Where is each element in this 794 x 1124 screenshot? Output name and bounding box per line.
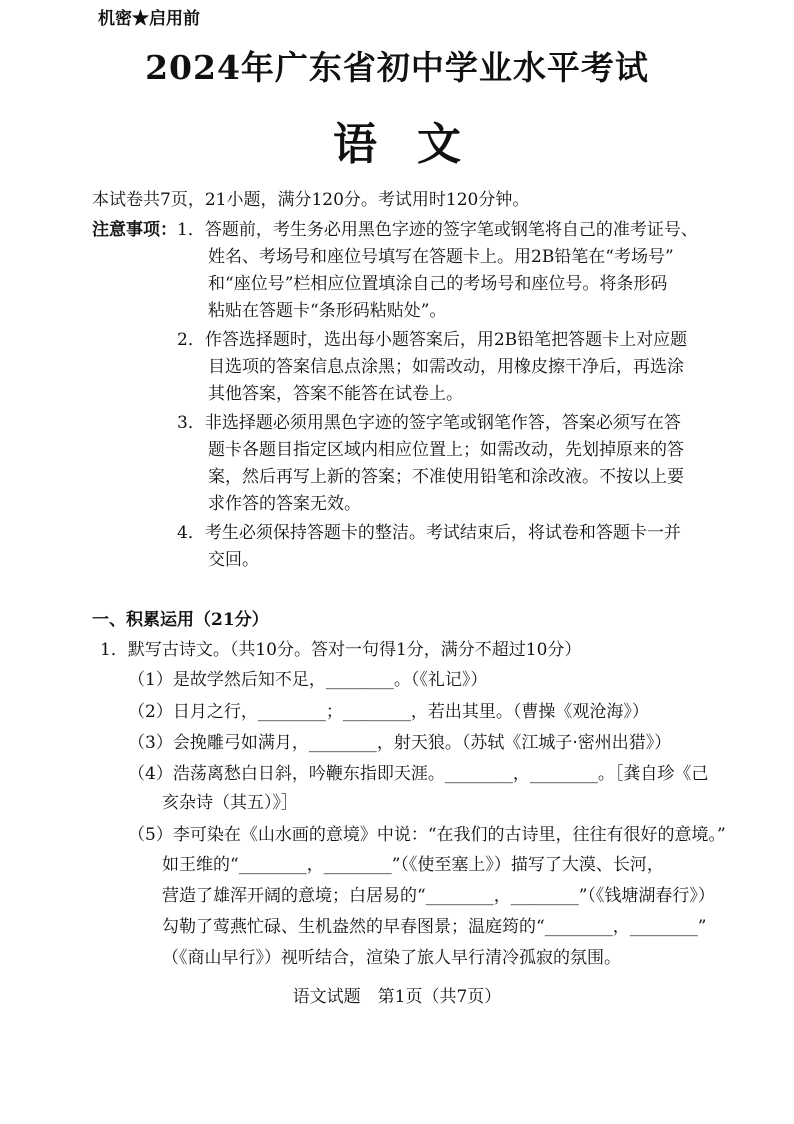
question-item: （2）日月之行，________；________，若出其里。（曹操《观沧海》） xyxy=(128,702,649,722)
question-1-prompt: 1．默写古诗文。（共10分。答对一句得1分，满分不超过10分） xyxy=(100,640,582,660)
notice-line: 其他答案，答案不能答在试卷上。 xyxy=(208,384,463,404)
notice-line: 粘贴在答题卡“条形码粘贴处”。 xyxy=(208,301,447,321)
notice-line: 交回。 xyxy=(208,550,259,570)
notice-line: 3．非选择题必须用黑色字迹的签字笔或钢笔作答，答案必须写在答 xyxy=(177,413,681,433)
question-item: （《商山早行》）视听结合，渲染了旅人早行清冷孤寂的氛围。 xyxy=(162,948,621,968)
notice-label: 注意事项： xyxy=(92,220,177,240)
notice-line: 4．考生必须保持答题卡的整洁。考试结束后，将试卷和答题卡一并 xyxy=(177,523,681,543)
subject-title: 语文 xyxy=(333,119,501,170)
question-item: 营造了雄浑开阔的意境；白居易的“________，________”（《钱塘湖春行》） xyxy=(162,886,715,906)
question-item: 如王维的“________，________”（《使至塞上》）描写了大漠、长河， xyxy=(162,855,664,875)
notice-line: 案，然后再写上新的答案；不准使用铅笔和涂改液。不按以上要 xyxy=(208,467,684,487)
notice-line: 目选项的答案信息点涂黑；如需改动，用橡皮擦干净后，再选涂 xyxy=(208,357,684,377)
notice-line: 姓名、考场号和座位号填写在答题卡上。用2B铅笔在“考场号” xyxy=(208,247,674,267)
notice-line: 题卡各题目指定区域内相应位置上；如需改动，先划掉原来的答 xyxy=(208,440,684,460)
question-item: （3）会挽雕弓如满月，________，射天狼。（苏轼《江城子·密州出猎》） xyxy=(128,733,672,753)
section-heading: 一、积累运用（21分） xyxy=(92,610,269,630)
question-item: （5）李可染在《山水画的意境》中说：“在我们的古诗里，往往有很好的意境。” xyxy=(128,825,726,845)
question-item: （4）浩荡离愁白日斜，吟鞭东指即天涯。________，________。［龚自珍《己 xyxy=(128,764,709,784)
notice-line: 和“座位号”栏相应位置填涂自己的考场号和座位号。将条形码 xyxy=(208,274,668,294)
question-item: （1）是故学然后知不足，________。（《礼记》） xyxy=(128,670,488,690)
question-item: 亥杂诗（其五）》］ xyxy=(162,793,298,813)
notice-line: 求作答的答案无效。 xyxy=(208,494,361,514)
notice-line: 1．答题前，考生务必用黑色字迹的签字笔或钢笔将自己的准考证号、 xyxy=(177,220,698,240)
question-item: 勾勒了莺燕忙碌、生机盎然的早春图景；温庭筠的“________，________” xyxy=(162,917,707,937)
page-footer: 语文试题 第1页（共7页） xyxy=(292,987,502,1007)
notice-line: 2．作答选择题时，选出每小题答案后，用2B铅笔把答题卡上对应题 xyxy=(177,330,688,350)
confidential-mark: 机密★启用前 xyxy=(98,9,200,29)
exam-title: 2024年广东省初中学业水平考试 xyxy=(145,48,649,87)
exam-intro: 本试卷共7页，21小题，满分120分。考试用时120分钟。 xyxy=(92,190,530,210)
